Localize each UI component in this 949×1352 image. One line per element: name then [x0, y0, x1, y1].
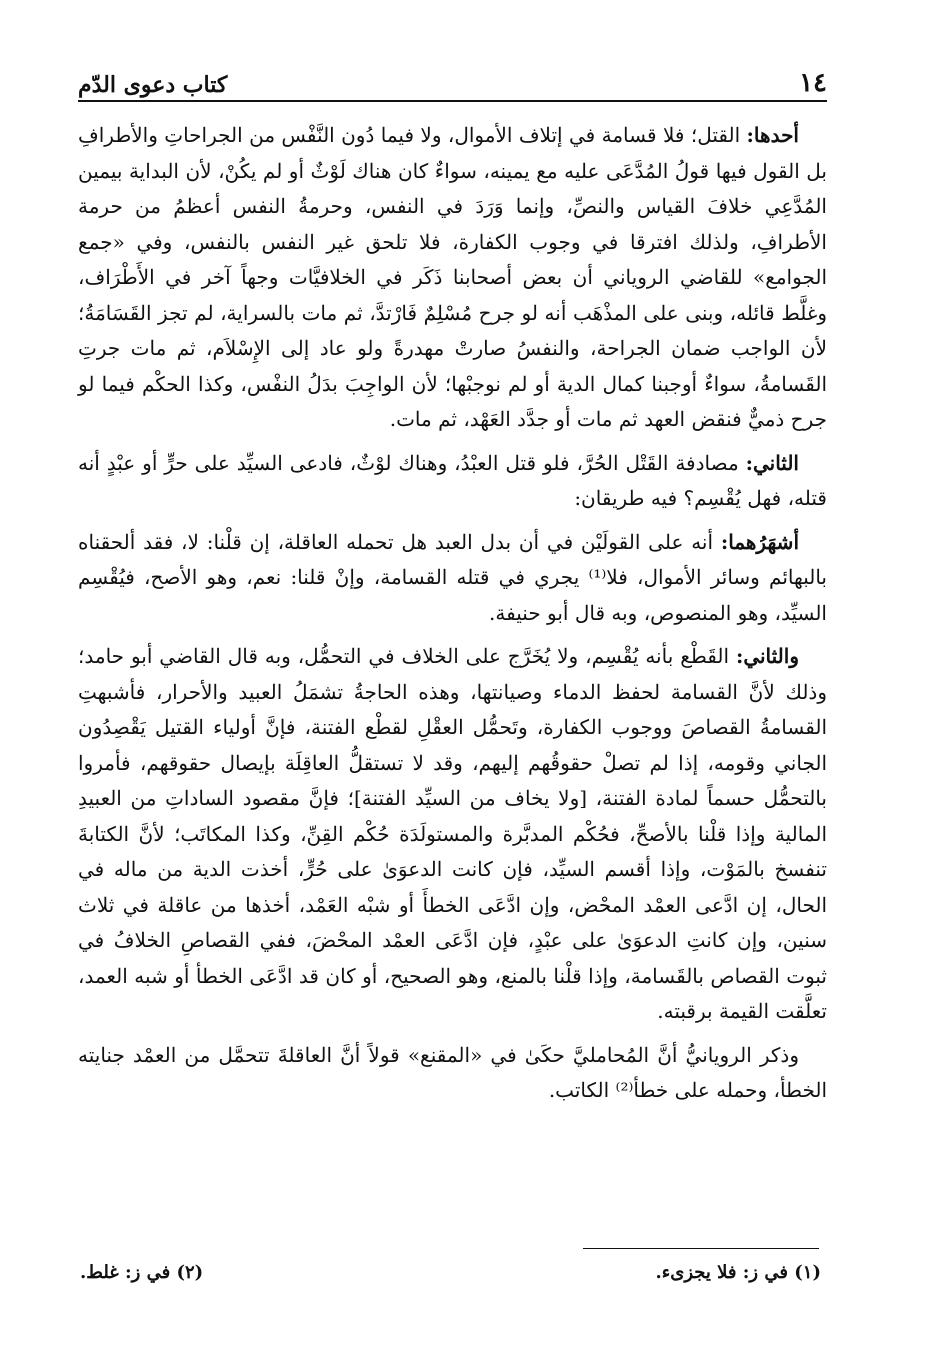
paragraph-text: القَطْع بأنه يُقْسِم، ولا يُخَرَّج على الخلاف في التحمُّل، وبه قال القاضي أبو حامد؛ وذلك لأنَّ القسامة لحفظ الدماء وصيانتها، وهذه الحاجةُ تشمَلُ العبيد والأحرار، فأشبهتِ القسامةُ القصاصَ ووجوب الكفارة، وتَحمُّل العقْلِ لقطْع الفتنة، فإنَّ أولياء القتيل يَقْصِدُون الجاني وقومه، إذا لم تصلْ حقوقُهم إليهم، وقد لا تستقلُّ العاقِلَة بإيصال حقوقهم، فأمروا بالتحمُّل حسماً لمادة الفتنة، [ولا يخاف من السيِّد الفتنة]؛ فإنَّ مقصود الساداتِ من العبيدِ المالية وإذا قلْنا بالأصحِّ، فحُكْم المدبَّرة والمستولَدَة حُكْم القِنِّ، وكذا المكاتَب؛ لأنَّ الكتابةَ تنفسخ بالمَوْت، وإذا أقسم السيِّد، فإن كانت الدعوَىٰ على حُرٍّ، أخذت الدية من ماله في الحال، إن ادَّعى العمْد المحْض، وإن ادَّعَى الخطأَ أو شبْه العَمْد، أخذها من عاقلة في ثلاث سنين، وإن كانتِ الدعوَىٰ على عبْدٍ، فإن ادَّعَى العمْد المحْضَ، ففي القصاصِ الخلافُ في ثبوت القصاص بالقَسامة، وإذا قلْنا بالمنع، وهو الصحيح، أو كان قد ادَّعَى الخطأ أو شبه العمد، تعلَّقت القيمة برقبته.: [78, 644, 827, 1023]
page-header: [78, 58, 827, 98]
footnotes: [80, 1262, 821, 1296]
paragraph-second: [78, 446, 827, 517]
body-text: [78, 118, 827, 1117]
paragraph-lead: أشهَرُهما:: [720, 529, 799, 554]
header-rule: [78, 100, 827, 102]
footnote-2: (٢) في ز: غلط.: [80, 1262, 204, 1283]
paragraph-lead: أحدها:: [746, 123, 799, 147]
paragraph-lead: والثاني:: [735, 644, 799, 668]
paragraph-text: وذكر الرويانيُّ أنَّ المُحامليَّ حكَىٰ في «المقنع» قولاً أنَّ العاقلةَ تتحمَّل من العمْد جنايته الخطأ، وحمله على خطأ⁽²⁾ الكاتب.: [78, 1042, 827, 1102]
paragraph-first: [78, 118, 827, 438]
paragraph-fifth: [78, 1038, 827, 1109]
paragraph-lead: الثاني:: [745, 450, 799, 475]
page-number: ١٤: [799, 68, 827, 98]
paragraph-fourth: [78, 639, 827, 1030]
paragraph-third: [78, 525, 827, 632]
footnote-rule: [583, 1248, 819, 1249]
footnote-1: (١) في ز: فلا يجزىء.: [655, 1262, 821, 1283]
paragraph-text: أنه على القولَيْن في أن بدل العبد هل تحمله العاقلة، إن قلْنا: لا، فقد ألحقناه بالبهائم وسائر الأموال، فلا⁽¹⁾ يجري في قتله القسامة، وإنْ قلنا: نعم، وهو الأصح، فيُقْسِم السيِّد، وهو المنصوص، وبه قال أبو حنيفة.: [78, 529, 827, 625]
paragraph-text: مصادفة القَتْل الحُرَّ، فلو قتل العبْدُ، وهناك لوْثٌ، فادعى السيِّد على حرٍّ أو عبْدٍ أنه قتله، فهل يُقْسِم؟ فيه طريقان:: [78, 450, 827, 510]
paragraph-text: القتل؛ فلا قسامة في إتلاف الأموال، ولا فيما دُون النَّفْس من الجراحاتِ والأطرافِ بل القول فيها قولُ المُدَّعَى عليه مع يمينه، سواءٌ كان هناك لَوْثٌ أو لم يكُنْ، لأن البداية بيمين المُدَّعِي خلافَ القياس والنصِّ، وإنما وَرَدَ في النفس، وحرمةُ النفس أعظمُ من حرمة الأطرافِ، ولذلك افترقا في وجوب الكفارة، فلا تلحق غير النفس بالنفس، وفي «جمع الجوامع» للقاضي الروياني أن بعض أصحابنا ذَكَر في الخلافيَّات وجهاً آخر في الأَطْرَاف، وغلَّط قائله، وبنى على المذْهَب أنه لو جرح مُسْلِمٌ فَارْتدَّ، ثم مات بالسراية، لم تجز القَسَامَةُ؛ لأن الواجب ضمان الجراحة، والنفسُ صارتْ مهدرةً ولو عاد إلى الإِسْلاَم، ثم مات جرتِ القَسامةُ، سواءٌ أوجبنا كمال الدية أو لم نوجبْها؛ لأن الواجِبَ بدَلُ النفْس، وكذا الحكْم فيما لو جرح ذميٌّ فنقض العهد ثم مات أو جدَّد العَهْد، ثم مات.: [78, 123, 827, 431]
running-title: كتاب دعوى الدّم: [78, 72, 228, 98]
